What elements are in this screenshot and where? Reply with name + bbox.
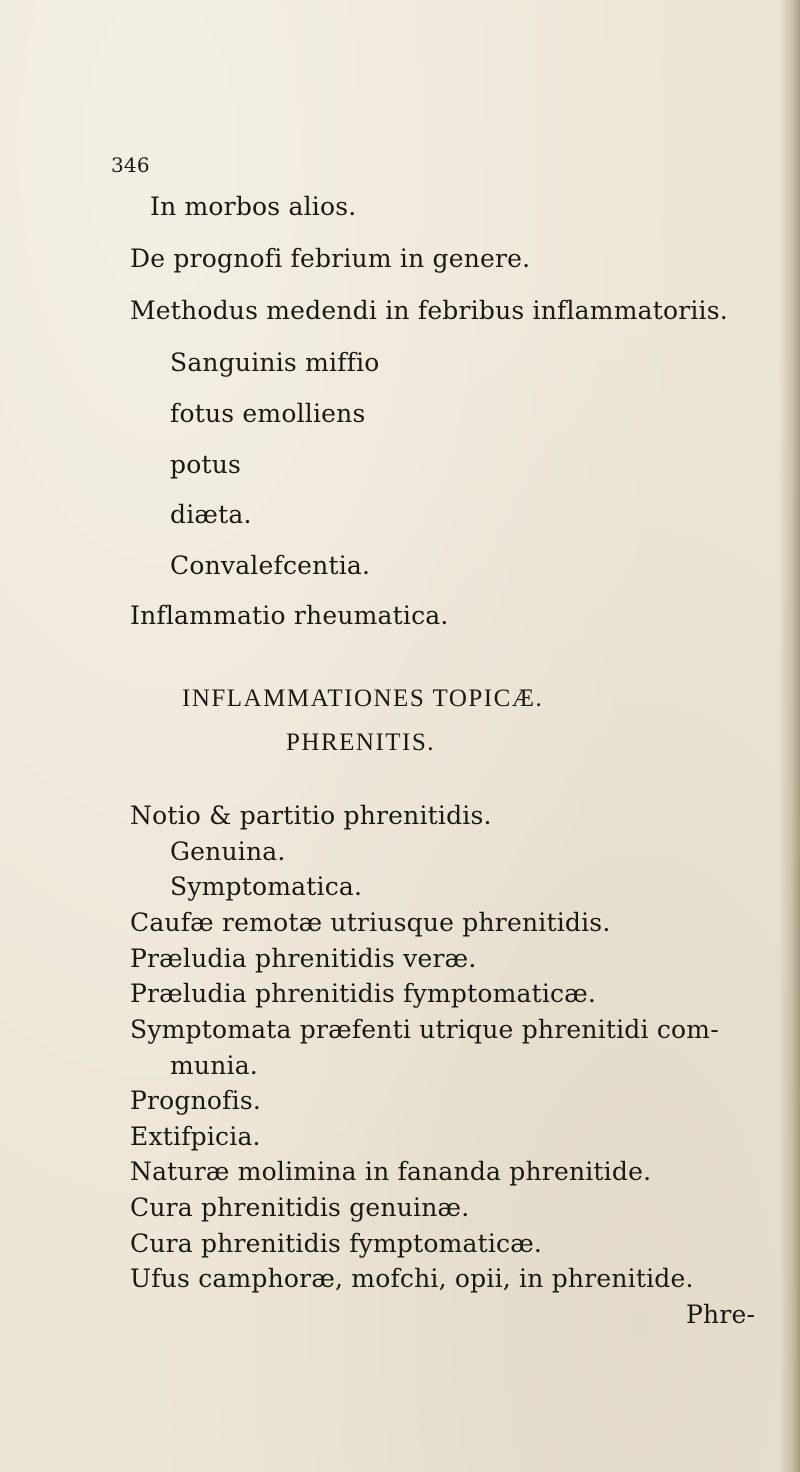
toc-line: Inflammatio rheumatica. <box>130 601 449 630</box>
toc-line: diæta. <box>170 500 252 529</box>
toc-line: In morbos alios. <box>150 192 357 221</box>
page-number: 346 <box>111 153 150 177</box>
toc-entry: munia. <box>170 1051 258 1080</box>
toc-entry: Extifpicia. <box>130 1122 261 1151</box>
toc-line: potus <box>170 450 242 479</box>
toc-line: fotus emolliens <box>170 399 366 428</box>
section-subheading: PHRENITIS. <box>286 729 436 756</box>
toc-entry: Prognofis. <box>130 1086 262 1115</box>
catchword: Phre- <box>686 1300 756 1329</box>
toc-entry: Præludia phrenitidis veræ. <box>130 944 477 973</box>
page-edge-shadow <box>778 0 800 1472</box>
toc-line: Sanguinis miffio <box>170 348 380 377</box>
toc-entry: Cura phrenitidis genuinæ. <box>130 1193 470 1222</box>
toc-entry: Præludia phrenitidis fymptomaticæ. <box>130 979 597 1008</box>
toc-entry: Symptomata præfenti utrique phrenitidi com- <box>130 1015 719 1044</box>
toc-entry: Caufæ remotæ utriusque phrenitidis. <box>130 908 611 937</box>
toc-entry: Notio & partitio phrenitidis. <box>130 801 492 830</box>
toc-entry: Genuina. <box>170 837 286 866</box>
section-heading: INFLAMMATIONES TOPICÆ. <box>182 685 544 712</box>
toc-entry: Ufus camphoræ, mofchi, opii, in phrenitide. <box>130 1264 694 1293</box>
toc-entry: Symptomatica. <box>170 872 363 901</box>
toc-line: Methodus medendi in febribus inflammatoriis. <box>130 296 728 325</box>
toc-line: De prognofi febrium in genere. <box>130 244 531 273</box>
toc-entry: Cura phrenitidis fymptomaticæ. <box>130 1229 543 1258</box>
toc-line: Convalefcentia. <box>170 551 371 580</box>
toc-entry: Naturæ molimina in fananda phrenitide. <box>130 1157 652 1186</box>
